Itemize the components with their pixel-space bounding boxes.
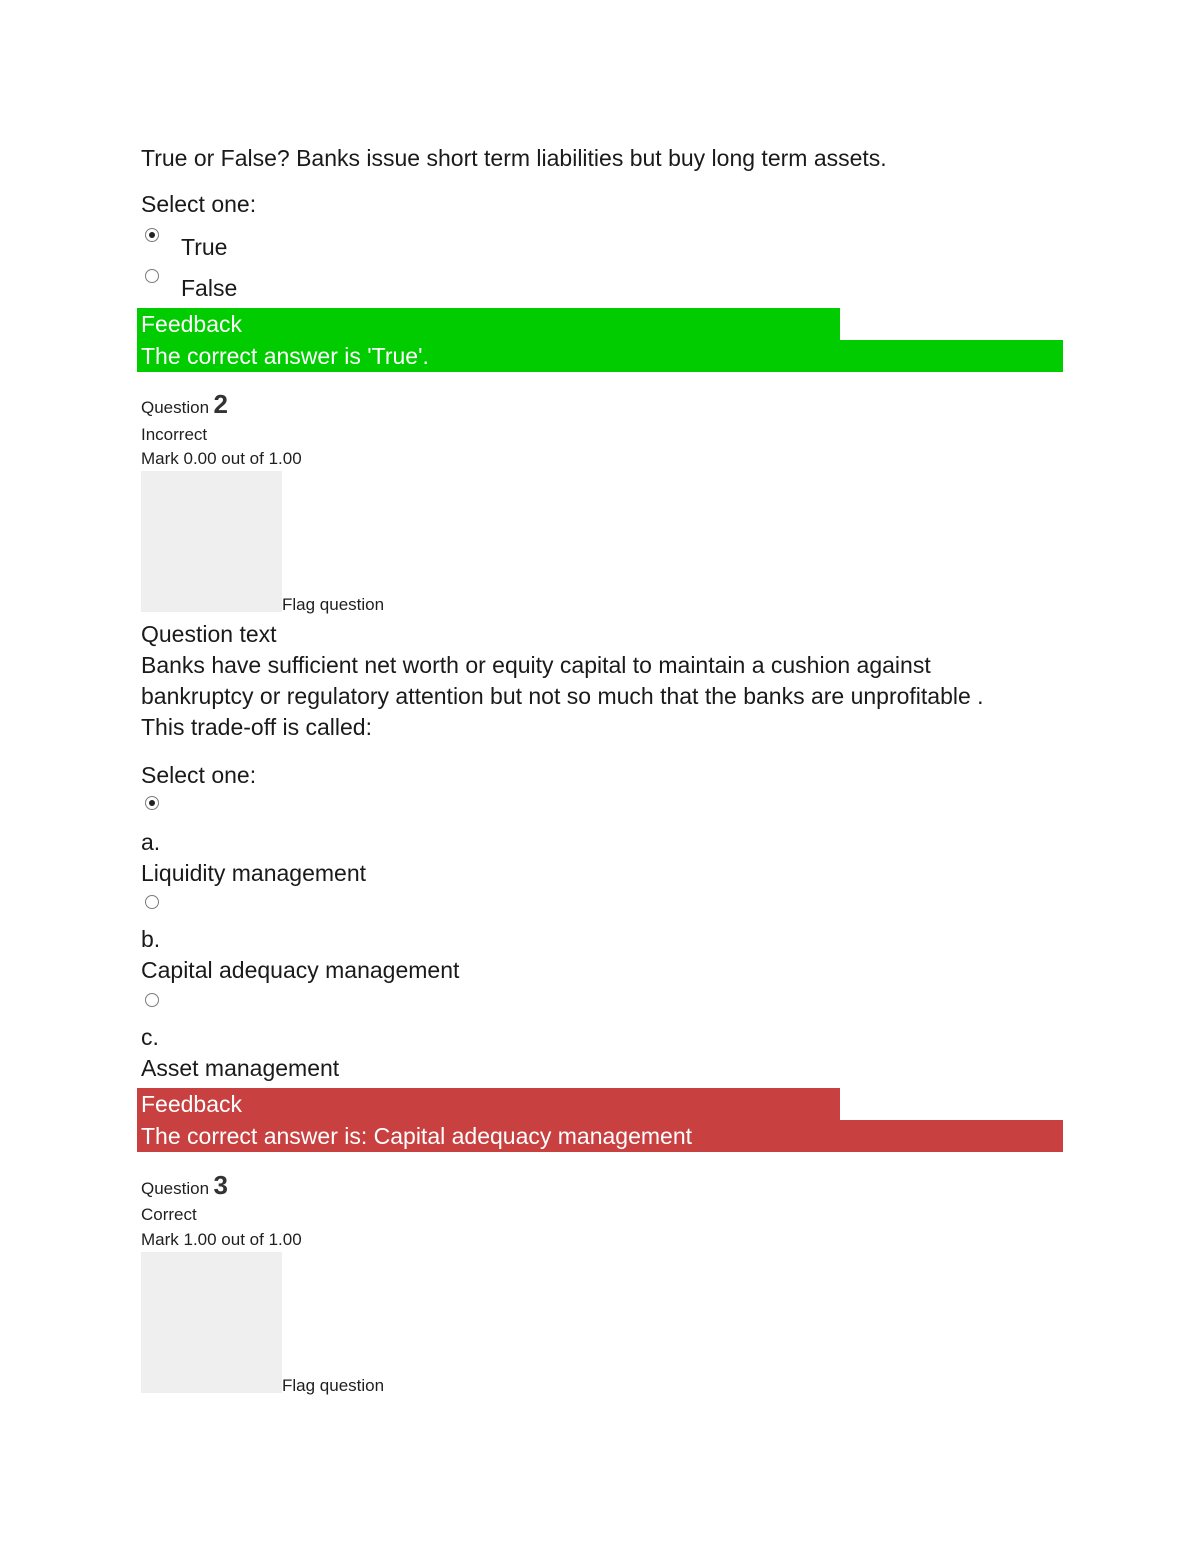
q2-option-a-label[interactable]: Liquidity management [141,860,367,886]
q2-question-word: Question [141,398,210,417]
q1-feedback-header [137,308,840,341]
q2-option-b-label[interactable]: Capital adequacy management [141,957,460,983]
q1-feedback-text: The correct answer is 'True'. [141,343,429,369]
q3-flag-question-link[interactable]: Flag question [282,1376,385,1395]
q3-mark: Mark 1.00 out of 1.00 [141,1230,302,1249]
q3-question-word: Question [141,1179,210,1198]
q3-header [141,1170,228,1201]
q1-radio-false[interactable] [145,269,159,283]
q2-feedback-title: Feedback [141,1091,243,1117]
q3-status: Correct [141,1205,197,1224]
q2-question-line-1: Banks have sufficient net worth or equity capital to maintain a cushion against [141,652,931,678]
q1-feedback-title: Feedback [141,311,243,337]
q2-option-c-letter: c. [141,1024,159,1050]
q1-feedback-body [137,340,1063,372]
q1-radio-true[interactable] [145,228,159,242]
q2-option-a-letter: a. [141,829,161,855]
q2-flag-question-link[interactable]: Flag question [282,595,385,614]
q2-option-c-label[interactable]: Asset management [141,1055,340,1081]
q2-radio-c[interactable] [145,993,159,1007]
q1-option-false-label[interactable]: False [181,275,238,301]
q2-question-line-2: bankruptcy or regulatory attention but not so much that the banks are unprofitable . [141,683,984,709]
q2-header [141,389,228,420]
q1-question-text: True or False? Banks issue short term liabilities but buy long term assets. [141,145,887,171]
q2-radio-a[interactable] [145,796,159,810]
q2-question-text-heading: Question text [141,621,277,647]
q3-number: 3 [213,1170,228,1200]
q2-flag-icon[interactable] [141,471,282,612]
q2-mark: Mark 0.00 out of 1.00 [141,449,302,468]
q1-option-true-label[interactable]: True [181,234,228,260]
q2-select-label: Select one: [141,762,257,788]
q1-select-label: Select one: [141,191,257,217]
q2-question-line-3: This trade-off is called: [141,714,372,740]
q2-status: Incorrect [141,425,208,444]
q2-feedback-text: The correct answer is: Capital adequacy management [141,1123,693,1149]
q3-flag-icon[interactable] [141,1252,282,1393]
q2-feedback-body [137,1120,1063,1152]
q2-feedback-header [137,1088,840,1121]
q2-radio-b[interactable] [145,895,159,909]
q2-number: 2 [213,389,228,419]
q2-option-b-letter: b. [141,926,161,952]
